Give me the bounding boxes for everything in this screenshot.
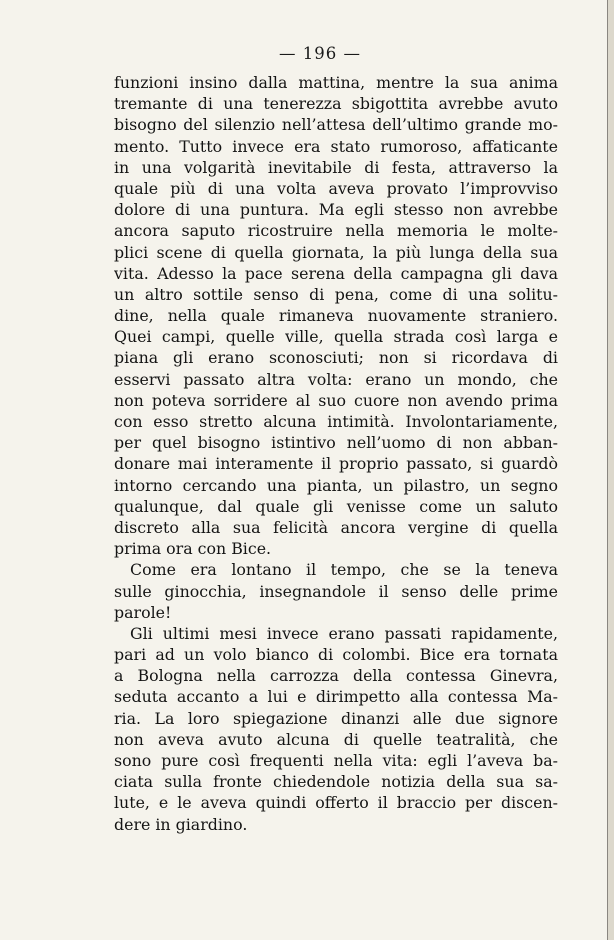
text-line: seduta accanto a lui e dirimpetto alla contessa Ma- [114, 687, 558, 707]
text-line: Come era lontano il tempo, che se la teneva [130, 560, 558, 580]
text-line: plici scene di quella giornata, la più lunga della sua [114, 242, 558, 262]
text-line: sulle ginocchia, insegnandole il senso delle prime [114, 581, 558, 601]
text-line: in una volgarità inevitabile di festa, attraverso la [114, 157, 558, 177]
text-line: dine, nella quale rimaneva nuovamente straniero. [114, 306, 558, 326]
text-line: piana gli erano sconosciuti; non si ricordava di [114, 348, 558, 368]
text-line: pari ad un volo bianco di colombi. Bice era tornata [114, 645, 558, 665]
text-line: intorno cercando una pianta, un pilastro, un segno [114, 475, 558, 495]
text-line: con esso stretto alcuna intimità. Involontariamente, [114, 412, 558, 431]
text-line: ancora saputo ricostruire nella memoria le molte- [114, 221, 558, 241]
page-number: — 196 — [279, 44, 361, 63]
text-line: discreto alla sua felicità ancora vergine di quella [114, 517, 558, 537]
text-line: lute, e le aveva quindi offerto il braccio per discen- [114, 793, 558, 813]
body-text [114, 72, 558, 835]
text-line: qualunque, dal quale gli venisse come un saluto [114, 496, 558, 516]
text-line: vita. Adesso la pace serena della campagna gli dava [114, 263, 558, 283]
text-line: a Bologna nella carrozza della contessa Ginevra, [114, 666, 558, 686]
text-line: sono pure così frequenti nella vita: egli l’aveva ba- [114, 751, 558, 770]
text-line: Quei campi, quelle ville, quella strada così larga e [114, 327, 558, 347]
page-edge [607, 0, 614, 940]
text-line: prima ora con Bice. [114, 539, 272, 559]
text-line: dere in giardino. [114, 814, 248, 834]
text-line: per quel bisogno istintivo nell’uomo di non abban- [114, 433, 558, 453]
text-line: mento. Tutto invece era stato rumoroso, affaticante [114, 136, 558, 156]
text-line: Gli ultimi mesi invece erano passati rapidamente, [130, 623, 558, 643]
text-line: quale più di una volta aveva provato l’improvviso [114, 178, 558, 198]
text-line: ciata sulla fronte chiedendole notizia della sua sa- [114, 772, 558, 792]
text-line: donare mai interamente il proprio passato, si guardò [114, 454, 558, 474]
text-line: funzioni insino dalla mattina, mentre la sua anima [114, 73, 558, 92]
text-line: bisogno del silenzio nell’attesa dell’ultimo grande mo- [114, 115, 558, 135]
text-line: ria. La loro spiegazione dinanzi alle due signore [114, 708, 558, 728]
text-line: non aveva avuto alcuna di quelle teatralità, che [114, 729, 558, 749]
text-line: un altro sottile senso di pena, come di una solitu- [114, 284, 558, 304]
text-line: esservi passato altra volta: erano un mondo, che [114, 369, 558, 389]
text-line: tremante di una tenerezza sbigottita avrebbe avuto [114, 94, 558, 114]
text-line: dolore di una puntura. Ma egli stesso non avrebbe [114, 200, 558, 220]
text-line: non poteva sorridere al suo cuore non avendo prima [114, 390, 558, 410]
text-line: parole! [114, 602, 172, 622]
